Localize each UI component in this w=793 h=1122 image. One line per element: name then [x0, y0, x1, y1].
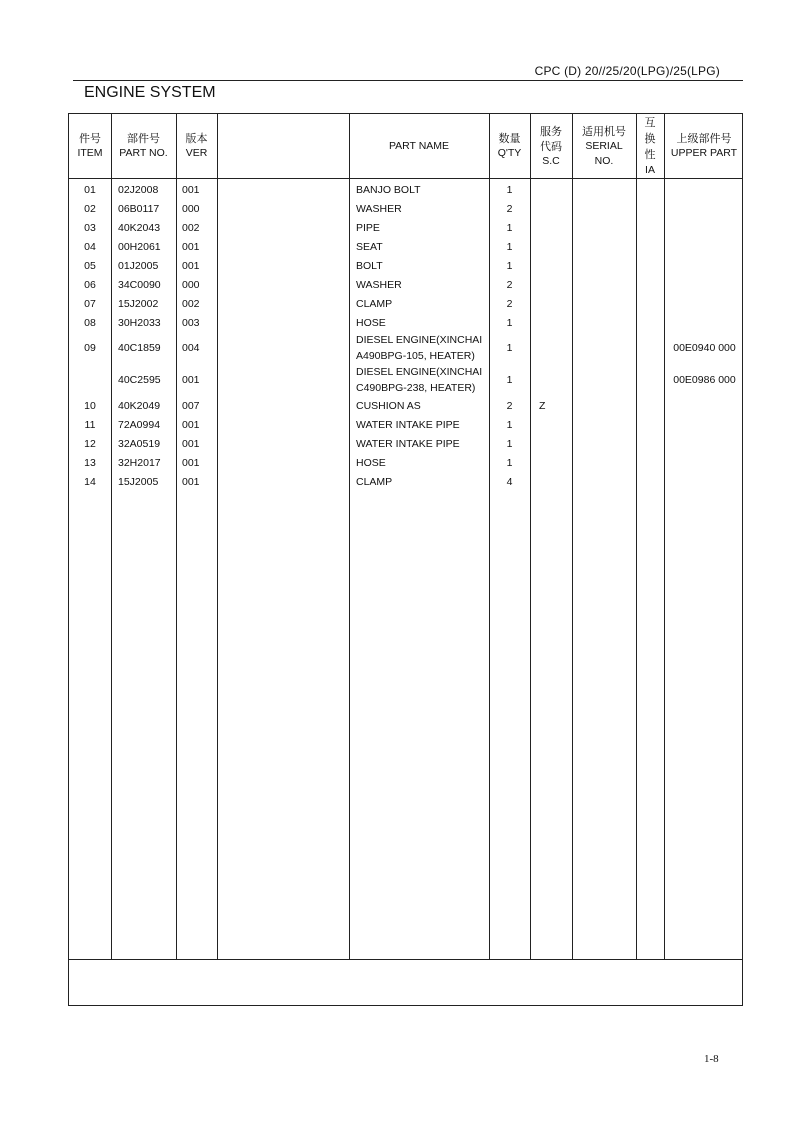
row-qty: 2 [506, 202, 513, 215]
row-upper-part [666, 453, 743, 472]
header-qty [489, 114, 530, 178]
row-part-no: 02J2008 [118, 183, 159, 196]
row-upper-part [666, 237, 743, 256]
row-ver: 001 [182, 418, 200, 431]
table-row [69, 434, 742, 453]
row-item: 01 [84, 183, 96, 196]
row-upper-part [666, 275, 743, 294]
row-qty: 1 [506, 456, 513, 469]
row-ver: 001 [182, 259, 200, 272]
table-row [69, 472, 742, 491]
row-item: 06 [84, 278, 96, 291]
table-row [69, 180, 742, 199]
row-part-no: 40K2049 [118, 399, 161, 412]
row-qty: 1 [506, 240, 513, 253]
row-part-no: 40C1859 [118, 342, 161, 354]
row-part-no: 15J2002 [118, 297, 159, 310]
row-upper-part [666, 180, 743, 199]
row-item: 13 [84, 456, 96, 469]
row-ver: 001 [182, 240, 200, 253]
table-row [69, 275, 742, 294]
row-upper-part [666, 396, 743, 415]
row-part-name: WASHER [356, 278, 402, 291]
row-qty: 2 [506, 278, 513, 291]
row-part-name: HOSE [356, 456, 386, 469]
section-title: ENGINE SYSTEM [84, 84, 216, 101]
row-qty: 1 [506, 418, 513, 431]
footer-divider [69, 959, 742, 960]
row-qty: 2 [506, 399, 513, 412]
table-row [69, 332, 742, 364]
row-ver: 004 [182, 342, 200, 354]
header-upper-cn: 上级部件号 [676, 132, 732, 145]
row-ver: 003 [182, 316, 200, 329]
header-serial-no [572, 114, 636, 178]
row-qty: 1 [506, 437, 513, 450]
row-part-no: 72A0994 [118, 418, 161, 431]
header-item [69, 114, 111, 178]
row-upper-part [666, 218, 743, 237]
row-part-no: 40K2043 [118, 221, 161, 234]
row-ver: 001 [182, 437, 200, 450]
row-ver: 001 [182, 456, 200, 469]
header-ver-en: VER [185, 147, 208, 159]
table-row [69, 237, 742, 256]
page-number: 1-8 [704, 1053, 719, 1065]
table-row [69, 294, 742, 313]
header-rule [73, 80, 743, 81]
row-item: 08 [84, 316, 96, 329]
row-item: 11 [84, 418, 96, 431]
row-ver: 007 [182, 399, 200, 412]
row-part-name: SEAT [356, 240, 383, 253]
row-part-name: DIESEL ENGINE(XINCHAI A490BPG-105, HEATER) [356, 334, 483, 362]
header-item-cn: 件号 [79, 132, 101, 145]
header-ia-en: IA [645, 163, 655, 176]
row-part-no: 32A0519 [118, 437, 161, 450]
header-part-name [349, 114, 489, 178]
header-ia-cn: 互换性 [644, 115, 656, 161]
row-item: 02 [84, 202, 96, 215]
header-name-en: PART NAME [388, 139, 450, 152]
row-upper-part [666, 472, 743, 491]
header-part-no [111, 114, 176, 178]
header-serial-cn: 适用机号 [582, 124, 626, 138]
row-upper-part [666, 313, 743, 332]
header-upper-en: UPPER PART [670, 147, 738, 159]
row-service-code: Z [539, 399, 546, 412]
row-item: 09 [84, 342, 96, 354]
header-serial-en: SERIAL NO. [585, 139, 623, 167]
table-row [69, 218, 742, 237]
row-qty: 1 [506, 259, 513, 272]
table-row [69, 453, 742, 472]
table-row [69, 415, 742, 434]
row-part-name: WATER INTAKE PIPE [356, 437, 460, 450]
header-sc-en: S.C [542, 154, 560, 167]
row-part-no: 06B0117 [118, 202, 160, 215]
row-ver: 002 [182, 221, 200, 234]
row-qty: 1 [506, 342, 513, 354]
row-part-no: 30H2033 [118, 316, 161, 329]
row-part-name: PIPE [356, 221, 380, 234]
row-ver: 001 [182, 374, 200, 386]
table-row [69, 396, 742, 415]
header-sc-cn: 服务代码 [540, 124, 562, 153]
header-service-code [530, 114, 572, 178]
row-part-name: CLAMP [356, 475, 393, 488]
row-upper-part [666, 415, 743, 434]
row-part-no: 01J2005 [118, 259, 159, 272]
row-item: 03 [84, 221, 96, 234]
row-part-name: BANJO BOLT [356, 183, 421, 196]
table-row [69, 199, 742, 218]
header-upper-part [664, 114, 744, 178]
row-qty: 1 [506, 316, 513, 329]
row-item: 14 [84, 475, 96, 488]
row-item: 05 [84, 259, 96, 272]
header-item-en: ITEM [77, 147, 103, 159]
row-ver: 000 [182, 278, 200, 291]
header-interchangeability [636, 114, 664, 178]
row-part-no: 34C0090 [118, 278, 161, 291]
header-part-cn: 部件号 [127, 132, 160, 145]
row-upper-part [666, 256, 743, 275]
row-ver: 001 [182, 475, 200, 488]
row-qty: 1 [506, 183, 513, 196]
row-part-name: BOLT [356, 259, 383, 272]
model-label: CPC (D) 20//25/20(LPG)/25(LPG) [534, 64, 720, 78]
table-row [69, 364, 742, 396]
row-part-name: WASHER [356, 202, 402, 215]
row-qty: 1 [506, 374, 513, 386]
header-part-en: PART NO. [119, 147, 168, 159]
row-part-name: CUSHION AS [356, 399, 421, 412]
row-part-name: CLAMP [356, 297, 393, 310]
row-part-no: 40C2595 [118, 374, 161, 386]
row-upper-part [666, 434, 743, 453]
row-upper-part [666, 199, 743, 218]
table-row [69, 313, 742, 332]
row-qty: 1 [506, 221, 513, 234]
row-part-name: WATER INTAKE PIPE [356, 418, 460, 431]
row-item: 12 [84, 437, 96, 450]
parts-table [68, 113, 743, 1006]
row-upper-part: 00E0940 000 [673, 342, 736, 354]
row-part-name: HOSE [356, 316, 386, 329]
row-item: 07 [84, 297, 96, 310]
row-upper-part: 00E0986 000 [673, 374, 736, 386]
row-item [69, 364, 111, 396]
header-ver [176, 114, 217, 178]
row-item: 10 [84, 399, 96, 412]
row-part-no: 15J2005 [118, 475, 159, 488]
row-upper-part [666, 294, 743, 313]
row-part-name: DIESEL ENGINE(XINCHAI C490BPG-238, HEATER) [356, 366, 483, 394]
header-qty-cn: 数量 [498, 132, 521, 145]
row-ver: 002 [182, 297, 200, 310]
row-item: 04 [84, 240, 96, 253]
row-ver: 001 [182, 183, 200, 196]
row-qty: 2 [506, 297, 513, 310]
header-divider [69, 178, 742, 179]
row-part-no: 32H2017 [118, 456, 161, 469]
row-qty: 4 [506, 475, 513, 488]
row-ver: 000 [182, 202, 200, 215]
header-ver-cn: 版本 [185, 132, 208, 145]
table-row [69, 256, 742, 275]
header-qty-en: Q'TY [497, 147, 522, 159]
row-part-no: 00H2061 [118, 240, 161, 253]
